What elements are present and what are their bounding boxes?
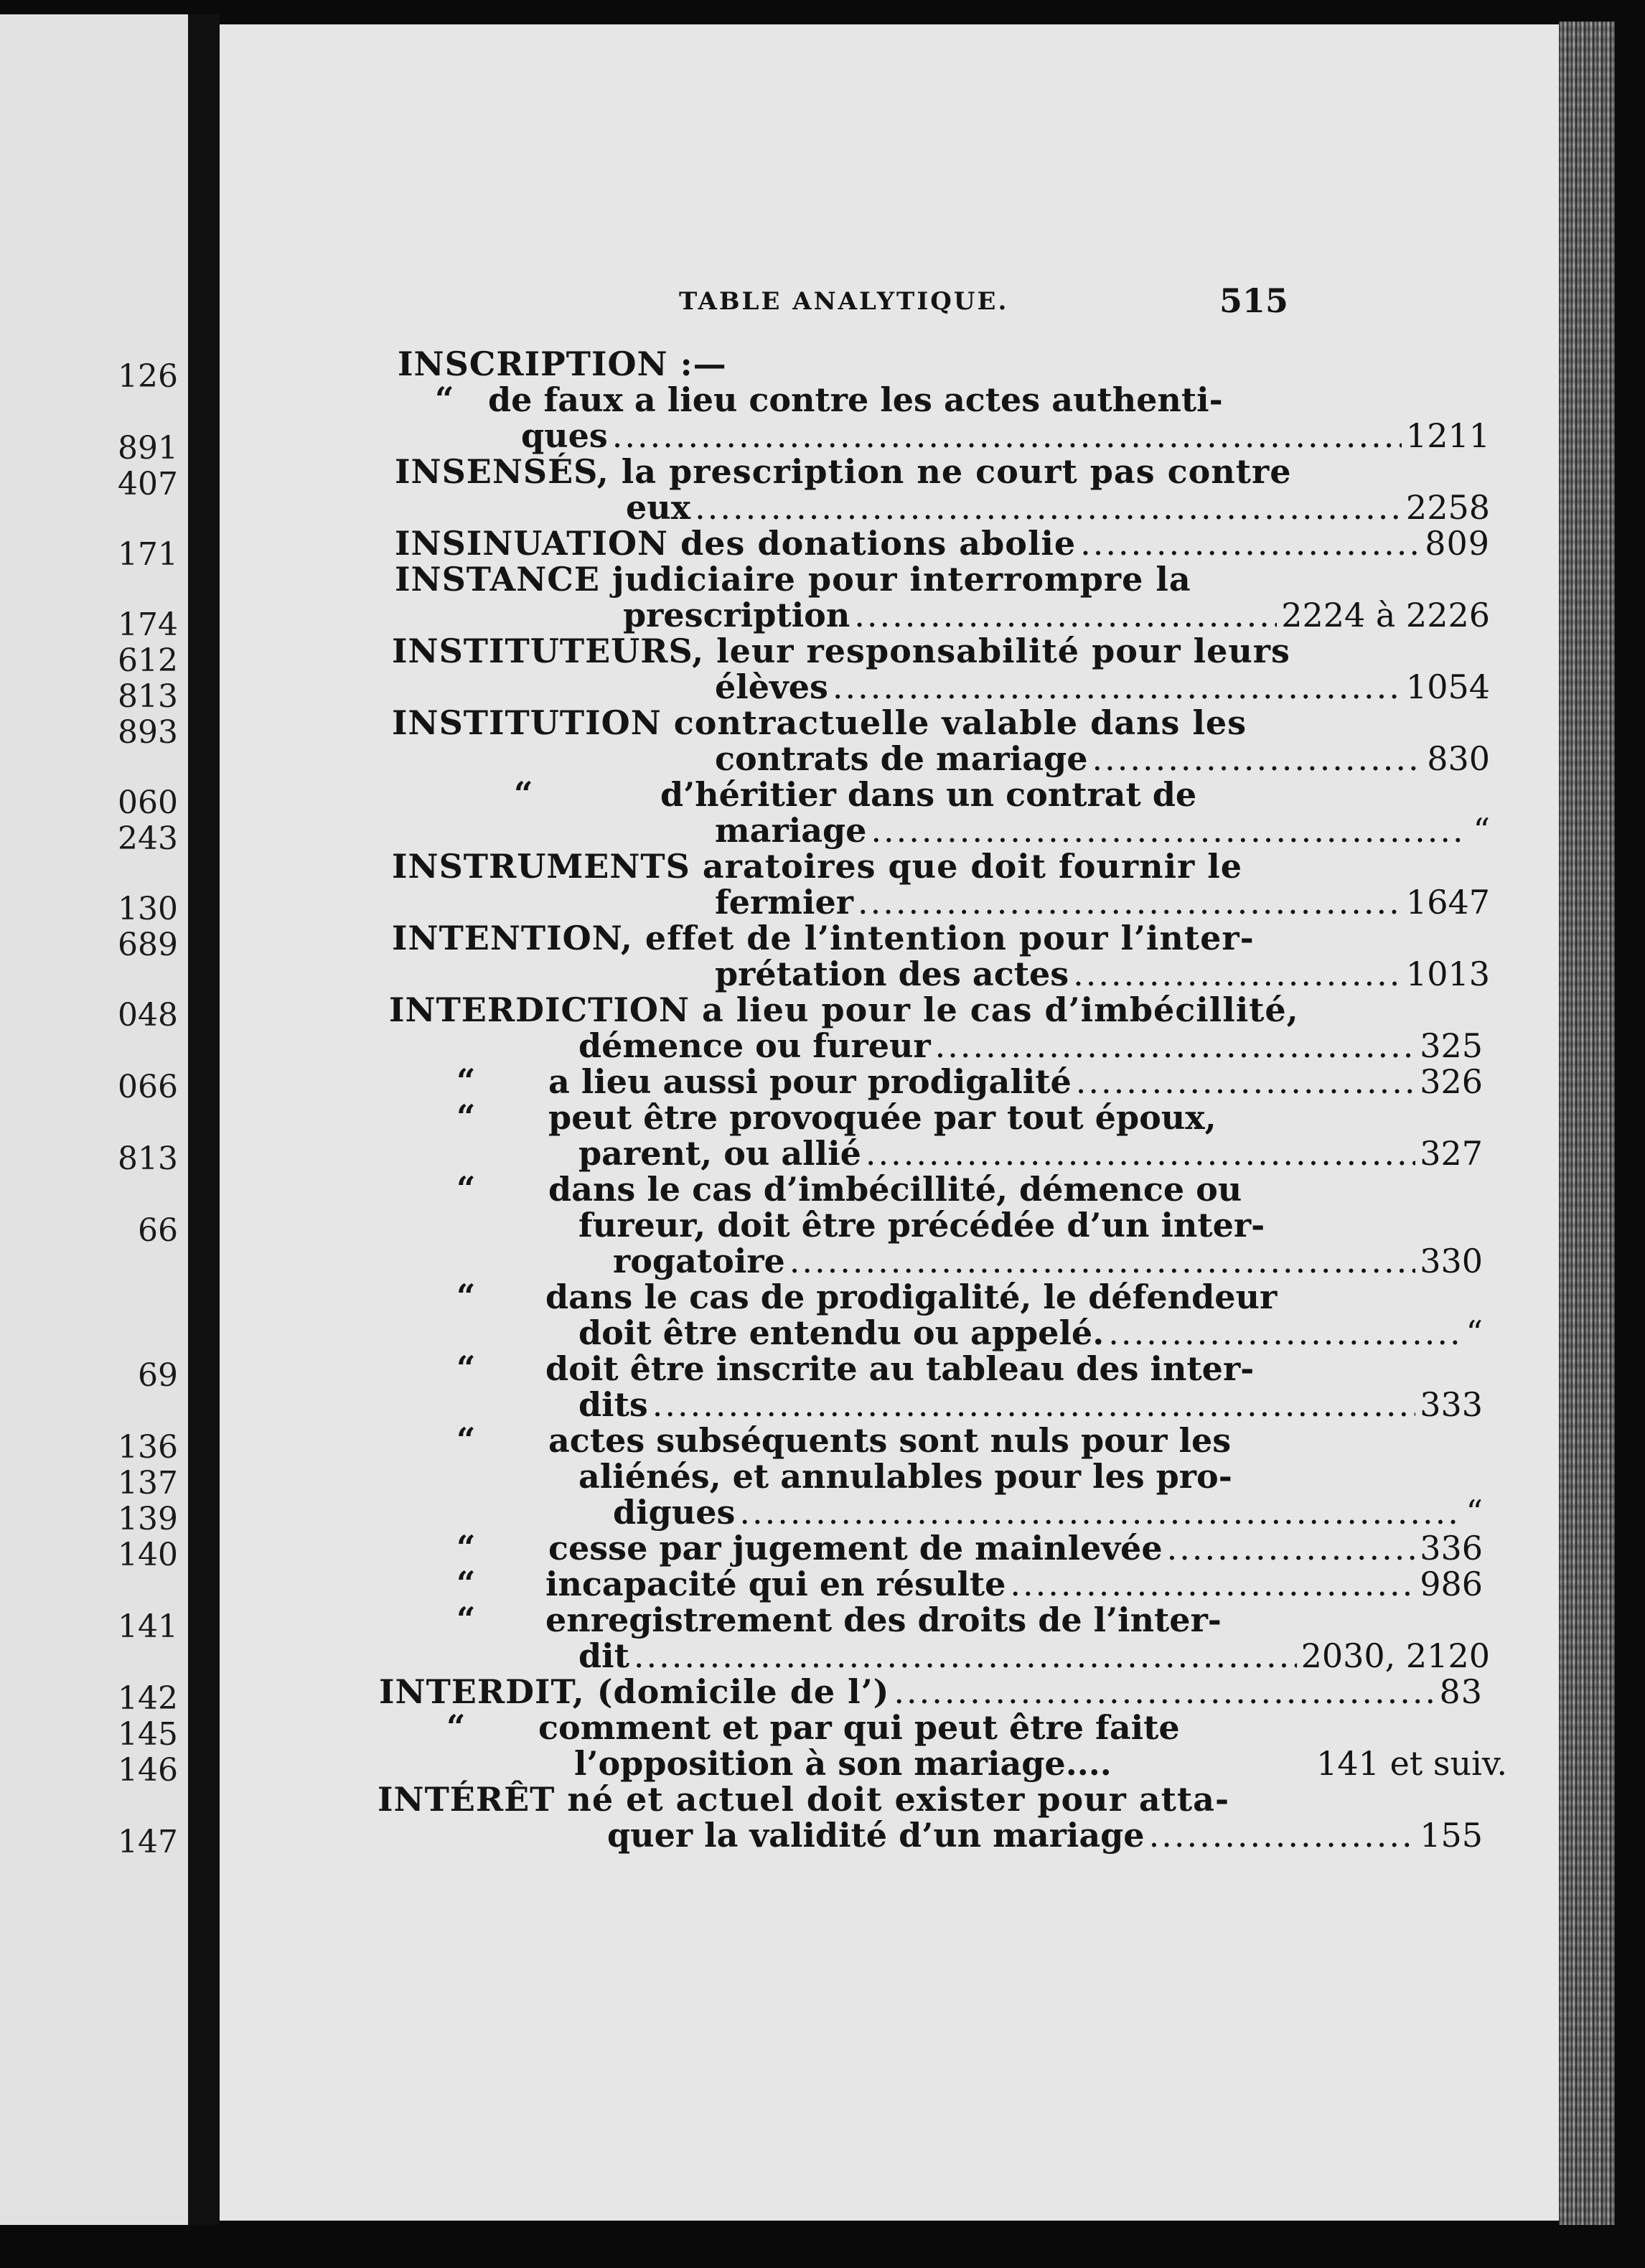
page-edge-stack: [1559, 22, 1615, 2225]
dot-leader: [1010, 1566, 1415, 1602]
left-page-number: 689: [118, 927, 178, 963]
ditto-mark: “: [456, 1062, 476, 1100]
dot-leader: [652, 1387, 1415, 1423]
dot-leader: [1167, 1530, 1416, 1566]
index-entry-line: [545, 1279, 1395, 1315]
left-page-number: 130: [118, 891, 178, 927]
entry-text: démence ou fureur: [578, 1026, 931, 1065]
entry-text: mariage: [715, 811, 867, 850]
index-entry-line: [392, 705, 1404, 741]
ditto-mark: “: [456, 1097, 476, 1136]
dot-leader: [634, 1638, 1297, 1674]
left-page-number: 147: [118, 1824, 178, 1860]
ditto-mark: “: [456, 1564, 476, 1603]
entry-reference: 327: [1420, 1134, 1483, 1173]
index-entry-line: [715, 741, 1490, 777]
index-entry-line: [488, 382, 1407, 418]
left-page-number: 145: [118, 1716, 178, 1753]
index-entry-line: [578, 1458, 1397, 1494]
left-facing-page: [0, 14, 188, 2225]
entry-reference: 141 et suiv.: [1316, 1744, 1507, 1783]
book-gutter: [188, 14, 220, 2225]
ditto-mark: “: [456, 1600, 476, 1639]
left-page-number: 060: [118, 784, 178, 821]
entry-text: INSTANCE judiciaire pour interrompre la: [395, 560, 1191, 599]
entry-text: eux: [626, 488, 691, 527]
entry-text: prescription: [623, 596, 850, 634]
entry-text: de faux a lieu contre les actes authenti-: [488, 380, 1223, 419]
entry-text: digues: [613, 1493, 736, 1532]
left-page-number: 69: [138, 1357, 178, 1394]
index-entry-line: [392, 848, 1404, 884]
entry-text: INSCRIPTION :—: [398, 345, 727, 383]
entry-text: cesse par jugement de mainlevée: [548, 1529, 1163, 1568]
entry-text: INTENTION, effet de l’intention pour l’inter-: [392, 919, 1255, 957]
entry-text: INTERDICTION a lieu pour le cas d’imbécillité,: [389, 990, 1299, 1029]
entry-reference: “: [1466, 1493, 1483, 1532]
index-entry-line: [578, 1028, 1483, 1064]
entry-text: a lieu aussi pour prodigalité: [548, 1062, 1072, 1101]
entry-text: dans le cas de prodigalité, le défendeur: [545, 1278, 1278, 1316]
entry-text: INTERDIT, (domicile de l’): [379, 1672, 890, 1711]
ditto-mark: “: [435, 380, 454, 418]
entry-reference: “: [1466, 1313, 1483, 1352]
dot-leader: [612, 418, 1402, 454]
left-page-number: 140: [118, 1537, 178, 1573]
index-entry-line: [392, 633, 1407, 669]
entry-text: ques: [521, 416, 608, 455]
left-page-number: 137: [118, 1465, 178, 1501]
left-page-number: 136: [118, 1429, 178, 1466]
index-entry-line: [613, 1494, 1483, 1530]
left-page-number: 142: [118, 1680, 178, 1717]
index-entry-line: [521, 418, 1490, 454]
index-entry-line: [548, 1064, 1483, 1100]
entry-text: dits: [578, 1385, 648, 1424]
entry-reference: 1013: [1405, 955, 1490, 993]
entry-reference: 336: [1420, 1529, 1483, 1568]
entry-reference: 2258: [1405, 488, 1490, 527]
index-entry-line: [548, 1171, 1395, 1207]
entry-text: dit: [578, 1636, 629, 1675]
dot-leader: [1073, 956, 1402, 992]
running-head: [220, 281, 1559, 324]
index-entry-line: [578, 1207, 1397, 1243]
left-page-number: 813: [118, 678, 178, 715]
index-entry-line: [607, 1817, 1483, 1853]
entry-reference: 326: [1420, 1062, 1483, 1101]
left-page-number: 891: [118, 430, 178, 467]
dot-leader: [833, 669, 1402, 705]
dot-leader: [695, 489, 1402, 525]
entry-text: INSTRUMENTS aratoires que doit fournir le: [392, 847, 1243, 886]
left-page-number: 066: [118, 1069, 178, 1105]
index-entry-line: [715, 956, 1490, 992]
entry-text: INSTITUTION contractuelle valable dans les: [392, 703, 1247, 742]
entry-reference: “: [1473, 811, 1490, 850]
ditto-mark: “: [456, 1528, 476, 1567]
dot-leader: [854, 597, 1277, 633]
entry-reference: 83: [1439, 1672, 1483, 1711]
entry-reference: 986: [1420, 1565, 1483, 1603]
index-entry-line: [379, 1674, 1483, 1710]
entry-text: INTÉRÊT né et actuel doit exister pour atta-: [378, 1780, 1230, 1819]
ditto-mark: “: [456, 1420, 476, 1459]
index-entry-line: [578, 1315, 1483, 1351]
index-entry-line: [395, 561, 1407, 597]
ditto-mark: “: [446, 1707, 466, 1746]
index-entry-line: [715, 884, 1490, 920]
left-page-number: 171: [118, 536, 178, 573]
left-page-number: 813: [118, 1140, 178, 1177]
entry-reference: 1211: [1405, 416, 1490, 455]
index-entry-line: [626, 489, 1490, 525]
dot-leader: [935, 1028, 1416, 1064]
entry-text: fureur, doit être précédée d’un inter-: [578, 1206, 1265, 1245]
left-page-number: 612: [118, 642, 178, 679]
index-entry-line: [395, 454, 1407, 489]
left-page-number: 141: [118, 1608, 178, 1645]
entry-text: doit être entendu ou appelé.: [578, 1313, 1105, 1352]
left-page-number: 407: [118, 466, 178, 502]
dot-leader: [871, 812, 1468, 848]
left-page-number: 048: [118, 997, 178, 1034]
left-page-number: 66: [138, 1212, 178, 1249]
entry-text: prétation des actes: [715, 955, 1069, 993]
entry-text: actes subséquents sont nuls pour les: [548, 1421, 1232, 1460]
entry-text: enregistrement des droits de l’inter-: [545, 1601, 1222, 1639]
index-entry-line: [578, 1387, 1483, 1423]
entry-reference: 330: [1420, 1242, 1483, 1280]
index-entry-line: [548, 1423, 1395, 1458]
entry-text: INSTITUTEURS, leur responsabilité pour leurs: [392, 632, 1290, 670]
index-entry-line: [395, 525, 1490, 561]
entry-text: rogatoire: [613, 1242, 785, 1280]
dot-leader: [789, 1243, 1415, 1279]
entry-text: parent, ou allié: [578, 1134, 861, 1173]
dot-leader: [1149, 1817, 1416, 1853]
index-entry-line: [715, 812, 1490, 848]
ditto-mark: “: [514, 774, 533, 813]
index-entry-line: [715, 669, 1490, 705]
left-page-number: 146: [118, 1752, 178, 1789]
index-entry-line: [578, 1135, 1483, 1171]
left-page-number: 893: [118, 714, 178, 751]
running-title: TABLE ANALYTIQUE.: [679, 287, 1009, 316]
entry-text: fermier: [715, 883, 853, 922]
entry-reference: 809: [1425, 524, 1490, 563]
index-entry-line: [545, 1566, 1483, 1602]
entry-text: aliénés, et annulables pour les pro-: [578, 1457, 1232, 1496]
entry-reference: 2224 à 2226: [1281, 596, 1490, 634]
dot-leader: [1092, 741, 1423, 777]
ditto-mark: “: [456, 1349, 476, 1387]
left-page-number: 126: [118, 358, 178, 395]
index-entry-line: [389, 992, 1404, 1028]
entry-reference: 1054: [1405, 667, 1490, 706]
left-page-number: 174: [118, 606, 178, 643]
dot-leader: [866, 1135, 1415, 1171]
index-entry-line: [392, 920, 1404, 956]
entry-reference: 155: [1420, 1816, 1483, 1855]
index-entry-line: [538, 1710, 1394, 1745]
entry-text: d’héritier dans un contrat de: [660, 775, 1197, 814]
index-entry-line: [623, 597, 1490, 633]
index-entry-line: [548, 1530, 1483, 1566]
index-entry-line: [613, 1243, 1483, 1279]
left-page-number: 243: [118, 820, 178, 857]
entry-text: dans le cas d’imbécillité, démence ou: [548, 1170, 1242, 1209]
entry-text: INSENSÉS, la prescription ne court pas contre: [395, 452, 1292, 491]
index-page: [220, 24, 1559, 2221]
dot-leader: [1080, 525, 1420, 561]
index-entry-line: [660, 777, 1404, 812]
index-entry-line: [545, 1602, 1395, 1638]
ditto-mark: “: [456, 1277, 476, 1316]
entry-text: élèves: [715, 667, 828, 706]
entry-reference: 830: [1427, 739, 1490, 778]
entry-reference: 325: [1420, 1026, 1483, 1065]
entry-reference: 2030, 2120: [1300, 1636, 1490, 1675]
entry-text: peut être provoquée par tout époux,: [548, 1098, 1217, 1137]
page-number: 515: [1219, 281, 1289, 320]
index-entry-line: [545, 1351, 1395, 1387]
entry-text: INSINUATION des donations abolie: [395, 524, 1077, 563]
left-page-number: 139: [118, 1501, 178, 1537]
dot-leader: [1108, 1315, 1461, 1351]
entry-reference: 1647: [1405, 883, 1490, 922]
ditto-mark: “: [456, 1169, 476, 1208]
entry-reference: 333: [1420, 1385, 1483, 1424]
index-entry-line: [574, 1745, 1507, 1781]
index-entry-line: [398, 346, 900, 382]
entry-text: comment et par qui peut être faite: [538, 1708, 1180, 1747]
entry-text: l’opposition à son mariage....: [574, 1744, 1112, 1783]
entry-text: incapacité qui en résulte: [545, 1565, 1006, 1603]
dot-leader: [739, 1494, 1461, 1530]
dot-leader: [1076, 1064, 1415, 1100]
entry-text: quer la validité d’un mariage: [607, 1816, 1145, 1855]
index-entry-line: [378, 1781, 1397, 1817]
dot-leader: [858, 884, 1402, 920]
dot-leader: [894, 1674, 1435, 1710]
index-entry-line: [578, 1638, 1490, 1674]
entry-text: doit être inscrite au tableau des inter-: [545, 1349, 1255, 1388]
index-entry-line: [548, 1100, 1395, 1135]
entry-text: contrats de mariage: [715, 739, 1088, 778]
